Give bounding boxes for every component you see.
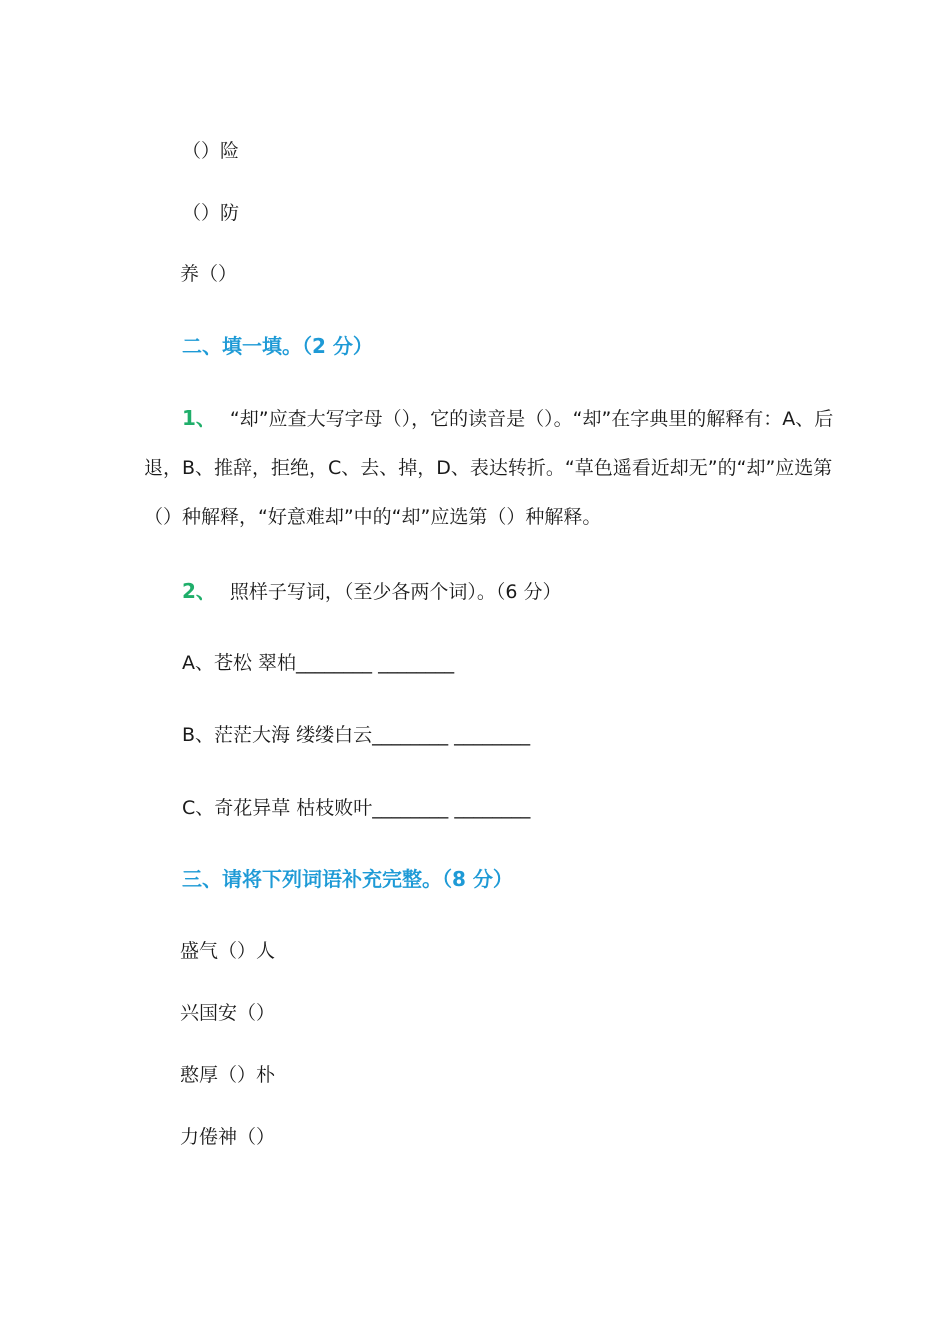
item-1-2: （）防 (182, 202, 240, 224)
question-2 (182, 578, 562, 605)
section3-heading: 三、请将下列词语补充完整。（8 分） (182, 867, 513, 891)
item-3-4: 力倦神（） (180, 1126, 276, 1148)
item-1-3: 养（） (180, 263, 238, 285)
section2-heading: 二、填一填。（2 分） (182, 334, 373, 358)
question-2-option-c: C、奇花异草 枯枝败叶________ ________ (182, 797, 531, 819)
question-2-text: 照样子写词，（至少各两个词）。（6 分） (229, 581, 562, 603)
item-1-1: （）险 (182, 140, 240, 162)
question-1-number: 1、 (182, 406, 216, 430)
item-3-3: 憨厚（）朴 (180, 1064, 276, 1086)
question-2-option-a: A、苍松 翠柏________ ________ (182, 652, 455, 674)
question-1-text: “却”应查大写字母（），它的读音是（）。“却”在字典里的解释有：A、后退，B、推辞，拒绝，C、去、掉，D、表达转折。“草色遥看近却无”的“却”应选第（）种解释，“好意难却”中的“却”应选第（）种解释。 (144, 408, 834, 528)
question-2-option-b: B、茫茫大海 缕缕白云________ ________ (182, 724, 531, 746)
item-3-1: 盛气（）人 (180, 940, 276, 962)
question-2-number: 2、 (182, 579, 216, 603)
question-1 (144, 394, 834, 542)
item-3-2: 兴国安（） (180, 1002, 276, 1024)
